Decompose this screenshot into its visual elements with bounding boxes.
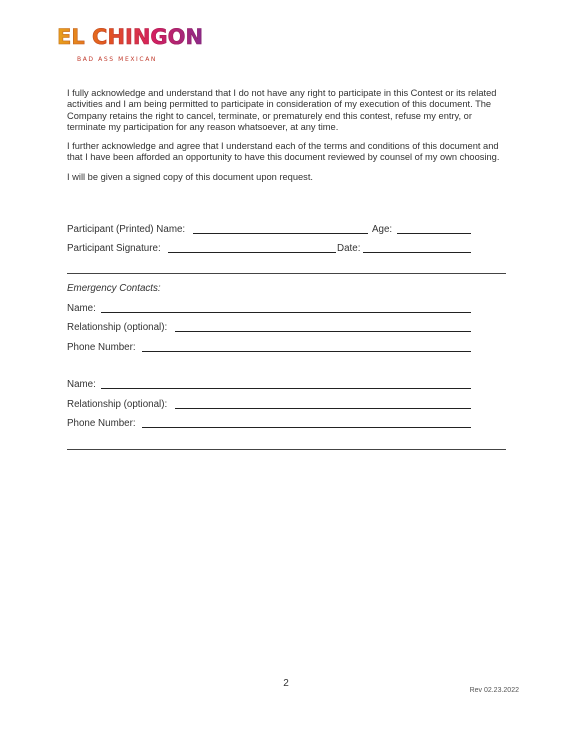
logo-wordmark: EL CHINGON — [57, 25, 204, 49]
bottom-divider — [67, 449, 506, 450]
contact-1-relationship-field[interactable] — [175, 331, 471, 332]
agreement-paragraph: I further acknowledge and agree that I understand each of the terms and conditions of this document and that I have been afforded an opportunity to have this document reviewed by counsel of my own choosing. — [67, 141, 500, 163]
emergency-contacts-heading: Emergency Contacts: — [67, 283, 161, 294]
page-number: 2 — [283, 678, 289, 689]
contact-1-name-label: Name: — [67, 303, 96, 314]
contact-1-phone-label: Phone Number: — [67, 342, 136, 353]
participant-name-label: Participant (Printed) Name: — [67, 224, 186, 235]
section-divider — [67, 273, 506, 274]
terms-body — [67, 88, 507, 191]
contact-2-name-field[interactable] — [101, 388, 471, 389]
contact-2-relationship-label: Relationship (optional): — [67, 399, 168, 410]
date-label: Date: — [337, 243, 361, 254]
contact-1-name-field[interactable] — [101, 312, 471, 313]
contact-2-phone-label: Phone Number: — [67, 418, 136, 429]
participant-signature-field[interactable] — [168, 252, 336, 253]
contact-2-name-label: Name: — [67, 379, 96, 390]
revision-label: Rev 02.23.2022 — [469, 687, 519, 694]
el-chingon-logo — [57, 24, 204, 70]
contact-1-phone-field[interactable] — [142, 351, 471, 352]
logo-tagline: BAD ASS MEXICAN — [77, 56, 158, 63]
participant-name-field[interactable] — [193, 233, 368, 234]
date-field[interactable] — [363, 252, 471, 253]
copy-paragraph: I will be given a signed copy of this document upon request. — [67, 171, 313, 182]
contact-2-phone-field[interactable] — [142, 427, 471, 428]
contact-2-relationship-field[interactable] — [175, 408, 471, 409]
participant-signature-label: Participant Signature: — [67, 243, 161, 254]
age-label: Age: — [372, 224, 393, 235]
age-field[interactable] — [397, 233, 471, 234]
acknowledgement-paragraph: I fully acknowledge and understand that I do not have any right to participate in this Contest or its related activities and I am being permitted to participate in consideration of my execution of this document. The Company retains the right to cancel, terminate, or prematurely end this contest, refuse my entry, or terminate my participation for any reason whatsoever, at any time. — [67, 88, 497, 132]
contact-1-relationship-label: Relationship (optional): — [67, 322, 168, 333]
